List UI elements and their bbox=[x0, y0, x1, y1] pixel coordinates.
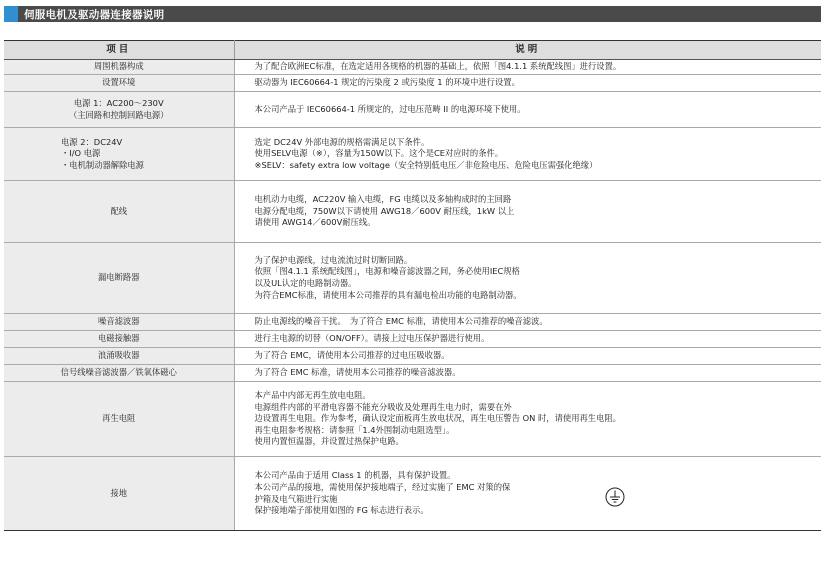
row-desc-line: 为符合EMC标准，请使用本公司推荐的具有漏电检出功能的电路制动器。 bbox=[254, 289, 522, 300]
row-desc-line: 护箱及电气箱进行实施 bbox=[254, 493, 338, 504]
table-row bbox=[4, 457, 821, 531]
row-item-label: 噪音滤波器 bbox=[98, 316, 140, 327]
row-desc-cell bbox=[234, 181, 821, 243]
row-item-label: 接地 bbox=[110, 487, 128, 498]
section-header bbox=[4, 6, 821, 22]
row-item-cell bbox=[4, 181, 234, 243]
row-item-cell bbox=[4, 457, 234, 531]
row-desc-line: 本公司产品的接地，需使用保护接地端子，经过实施了 EMC 对策的保 bbox=[254, 481, 511, 492]
row-item-cell bbox=[4, 128, 234, 181]
row-desc-line: 依照「图4.1.1 系统配线图」，电源和噪音滤波器之间，务必使用IEC规格 bbox=[254, 266, 520, 277]
row-item-cell bbox=[4, 314, 234, 331]
row-desc-cell bbox=[234, 75, 821, 92]
row-desc-line: 使用SELV电源（※），容量为150W以下。这个是CE对应时的条件。 bbox=[254, 148, 504, 159]
protective-earth-icon bbox=[605, 487, 625, 507]
row-desc-line: 边设置再生电阻。作为参考，确认设定面板再生放电状况，再生电压警告 ON 时，请使用再生电阻。 bbox=[254, 413, 621, 424]
row-item-label: ・I/O 电源 bbox=[61, 148, 101, 159]
row-desc-line: 再生电阻参考规格：请参照「1.4外围制动电阻选型」。 bbox=[254, 424, 455, 435]
row-item-label: 信号线噪音滤波器／铁氧体磁心 bbox=[60, 367, 177, 378]
row-item-cell bbox=[4, 75, 234, 92]
row-desc-line: 进行主电源的切替（ON/OFF）。请接上过电压保护器进行使用。 bbox=[254, 333, 490, 344]
table-row bbox=[4, 128, 821, 181]
row-desc-cell bbox=[234, 331, 821, 348]
row-desc-line: 保护接地端子部使用如图的 FG 标志进行表示。 bbox=[254, 505, 429, 516]
row-desc-line: 本产品中内部无再生放电电阻。 bbox=[254, 390, 371, 401]
row-item-label: 电源 2：DC24V bbox=[61, 136, 123, 147]
row-desc-cell bbox=[234, 60, 821, 75]
row-desc-line: 请使用 AWG14／600V耐压线。 bbox=[254, 217, 376, 228]
row-item-label: 配线 bbox=[110, 205, 128, 216]
table-row bbox=[4, 75, 821, 92]
row-desc-line: 电源分配电缆，750W以下请使用 AWG18／600V 耐压线，1kW 以上 bbox=[254, 205, 515, 216]
table-row bbox=[4, 243, 821, 314]
row-item-label: 再生电阻 bbox=[102, 413, 136, 424]
row-desc-cell bbox=[234, 128, 821, 181]
row-item-label: （主回路和控制回路电源） bbox=[68, 109, 169, 120]
row-item-cell bbox=[4, 331, 234, 348]
row-desc-line: 为了符合 EMC 标准，请使用本公司推荐的噪音滤波器。 bbox=[254, 367, 461, 378]
row-desc-cell bbox=[234, 365, 821, 382]
column-header-item: 项目 bbox=[4, 41, 234, 60]
row-desc-line: 使用内置恒温器，并设置过热保护电路。 bbox=[254, 436, 404, 447]
row-desc-cell bbox=[234, 348, 821, 365]
table-header-row bbox=[4, 41, 821, 60]
row-desc-cell bbox=[234, 314, 821, 331]
table-row bbox=[4, 348, 821, 365]
row-desc-line: 为了保护电源线，过电流流过时切断回路。 bbox=[254, 254, 413, 265]
table-row bbox=[4, 382, 821, 457]
row-item-label: ・电机制动器解除电源 bbox=[61, 159, 144, 170]
row-item-cell bbox=[4, 348, 234, 365]
row-item-label: 周围机器构成 bbox=[93, 61, 144, 72]
row-desc-line: 本公司产品由于适用 Class 1 的机器，具有保护设置。 bbox=[254, 470, 456, 481]
row-desc-line: 本公司产品于 IEC60664-1 所规定的，过电压范畴 II 的电源环境下使用。 bbox=[254, 103, 526, 114]
row-item-label: 电磁接触器 bbox=[98, 333, 140, 344]
row-desc-line: 为了配合欧洲EC标准，在选定适用各规格的机器的基础上，依照「图4.1.1 系统配线图」进行设置。 bbox=[254, 61, 622, 72]
section-accent-block bbox=[4, 6, 18, 22]
table-row bbox=[4, 60, 821, 75]
row-item-cell bbox=[4, 365, 234, 382]
row-desc-line: 以及UL认定的电路制动器。 bbox=[254, 278, 357, 288]
row-desc-cell bbox=[234, 457, 821, 531]
row-item-cell bbox=[4, 92, 234, 128]
table-row bbox=[4, 365, 821, 382]
row-item-cell bbox=[4, 243, 234, 314]
row-desc-line: 选定 DC24V 外部电源的规格需满足以下条件。 bbox=[254, 136, 430, 147]
row-desc-line: 防止电源线的噪音干扰。 为了符合 EMC 标准，请使用本公司推荐的噪音滤波。 bbox=[254, 316, 548, 327]
row-desc-line: ※SELV：safety extra low voltage（安全特别低电压／非危险电压、危险电压需强化绝缘） bbox=[254, 159, 598, 170]
column-header-desc: 说明 bbox=[234, 41, 821, 60]
page-title: 伺服电机及驱动器连接器说明 bbox=[24, 8, 165, 21]
table-row bbox=[4, 331, 821, 348]
table-row bbox=[4, 92, 821, 128]
row-desc-cell bbox=[234, 92, 821, 128]
row-desc-line: 电机动力电缆，AC220V 输入电缆，FG 电缆以及多轴构成时的主回路 bbox=[254, 194, 512, 205]
row-desc-line: 电源组件内部的平滑电容器不能充分吸收及处理再生电力时，需要在外 bbox=[254, 401, 512, 412]
row-item-cell bbox=[4, 60, 234, 75]
row-desc-cell bbox=[234, 382, 821, 457]
table-row bbox=[4, 314, 821, 331]
row-desc-line: 为了符合 EMC，请使用本公司推荐的过电压吸收器。 bbox=[254, 350, 450, 361]
row-item-label: 设置环境 bbox=[102, 77, 136, 88]
spec-table bbox=[4, 40, 821, 531]
row-desc-line: 驱动器为 IEC60664-1 规定的污染度 2 或污染度 1 的环境中进行设置。 bbox=[254, 77, 520, 88]
table-row bbox=[4, 181, 821, 243]
row-item-label: 电源 1：AC200～230V bbox=[73, 97, 164, 108]
row-item-label: 浪涌吸收器 bbox=[98, 350, 140, 361]
row-item-label: 漏电断路器 bbox=[98, 272, 140, 283]
row-item-cell bbox=[4, 382, 234, 457]
row-desc-cell bbox=[234, 243, 821, 314]
